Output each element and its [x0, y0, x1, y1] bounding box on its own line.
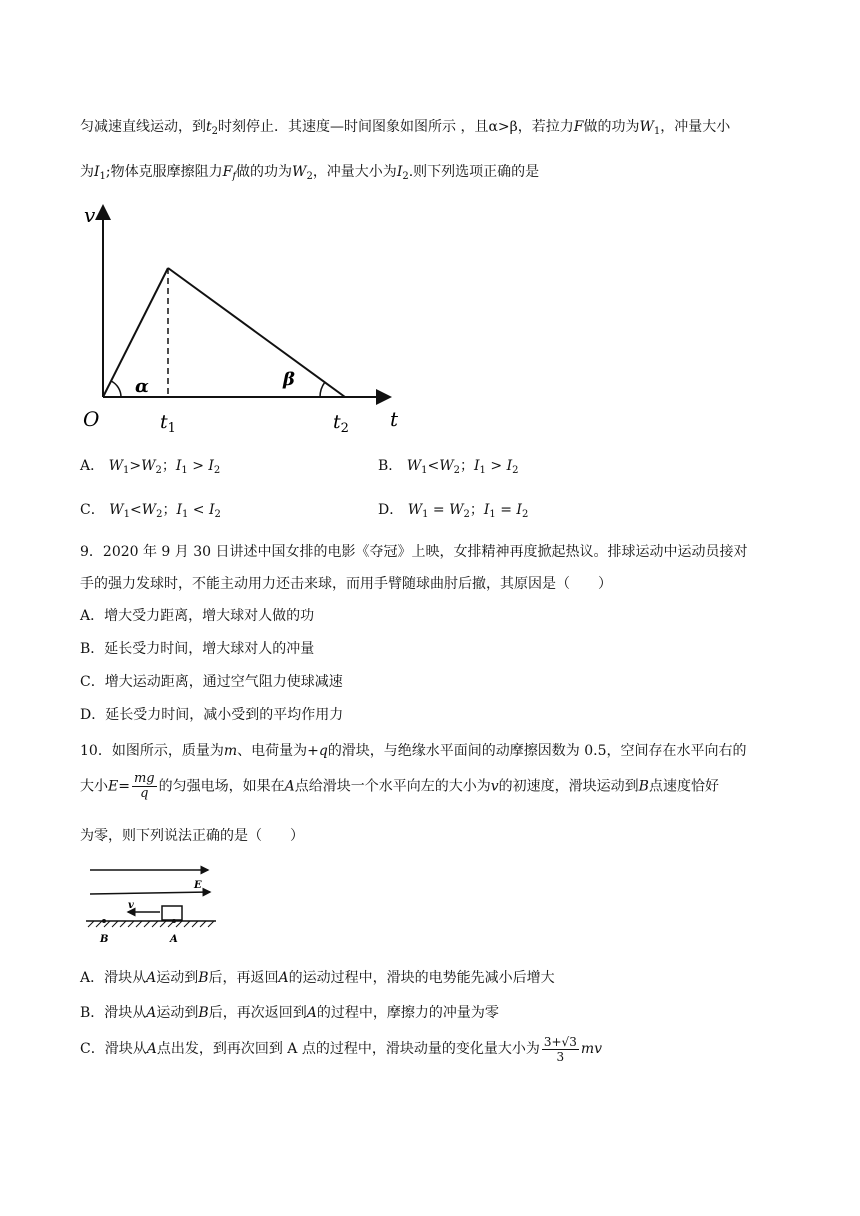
q9-option-c: C．增大运动距离，通过空气阻力使球减速 [80, 674, 343, 690]
alpha-arc [111, 381, 121, 397]
q10-option-c: C．滑块从A点出发，到再次回到 A 点的过程中，滑块动量的变化量大小为 $\frac{3+√3}{3}$ mv [80, 1034, 603, 1064]
point-a-dot [172, 919, 176, 923]
field-label: E [194, 880, 202, 891]
q8-option-a: A． $W_1>W_2$；$I_1 > I_2$ [80, 458, 221, 476]
q8-option-c: C． $W_1<W_2$；$I_1 < I_2$ [80, 502, 221, 520]
q10-option-a: A．滑块从A运动到B后，再返回A的运动过程中，滑块的电势能先减小后增大 [80, 970, 555, 986]
alpha-label: α [135, 376, 149, 397]
point-b-label: B [100, 934, 109, 945]
velocity-label: v [128, 900, 134, 911]
field-line-bottom [90, 892, 210, 894]
point-b-dot [102, 919, 106, 923]
ground-hatch [88, 921, 214, 927]
beta-label: β [283, 369, 295, 390]
origin-label: O [83, 407, 100, 431]
slider-block [162, 906, 182, 920]
v-axis-label: v [84, 203, 96, 227]
beta-arc [320, 382, 325, 397]
q9-stem-line2: 手的强力发球时，不能主动用力还击来球，而用手臂随球曲肘后撤，其原因是（ ） [80, 576, 612, 592]
point-a-label: A [170, 934, 178, 945]
t-axis-label: t [390, 407, 399, 431]
q10-slider-figure [80, 860, 220, 945]
q9-stem-line1: 9．2020 年 9 月 30 日讲述中国女排的电影《夺冠》上映，女排精神再度掀起热议。排球运动中运动员接对 [80, 544, 748, 560]
q8-stem-line2: 为$I_1$;物体克服摩擦阻力$F_f$做的功为$W_2$，冲量大小为$I_2$.则下列选项正确的是 [80, 164, 540, 182]
t1-label: $t_1$ [160, 411, 176, 435]
q8-vt-graph [80, 200, 410, 435]
q9-option-a: A．增大受力距离，增大球对人做的功 [80, 608, 315, 624]
q8-option-d: D． $W_1 = W_2$；$I_1 = I_2$ [378, 502, 529, 520]
q8-option-b: B． $W_1<W_2$；$I_1 > I_2$ [378, 458, 519, 476]
q8-stem-line1: 匀减速直线运动，到$t_2$时刻停止．其速度—时间图象如图所示 ，且α>β，若拉力F做的功为$W_1$，冲量大小 [80, 119, 731, 137]
q9-option-b: B．延长受力时间，增大球对人的冲量 [80, 641, 315, 657]
fall-segment [168, 268, 345, 397]
momentum-fraction: $\frac{3+√3}{3}$ [543, 1034, 577, 1064]
q10-stem-line3: 为零，则下列说法正确的是（ ） [80, 828, 304, 844]
t2-label: $t_2$ [333, 411, 349, 435]
field-fraction: $\frac{mg}{q}$ [133, 771, 155, 801]
q10-stem-line2: 大小E= $\frac{mg}{q}$ 的匀强电场，如果在A点给滑块一个水平向左的大小为v的初速度，滑块运动到B点速度恰好 [80, 771, 719, 801]
q10-option-b: B．滑块从A运动到B后，再次返回到A的过程中，摩擦力的冲量为零 [80, 1005, 499, 1021]
q10-stem-line1: 10．如图所示，质量为m、电荷量为+q的滑块，与绝缘水平面间的动摩擦因数为 0.5，空间存在水平向右的 [80, 743, 747, 759]
q9-option-d: D．延长受力时间，减小受到的平均作用力 [80, 707, 344, 723]
